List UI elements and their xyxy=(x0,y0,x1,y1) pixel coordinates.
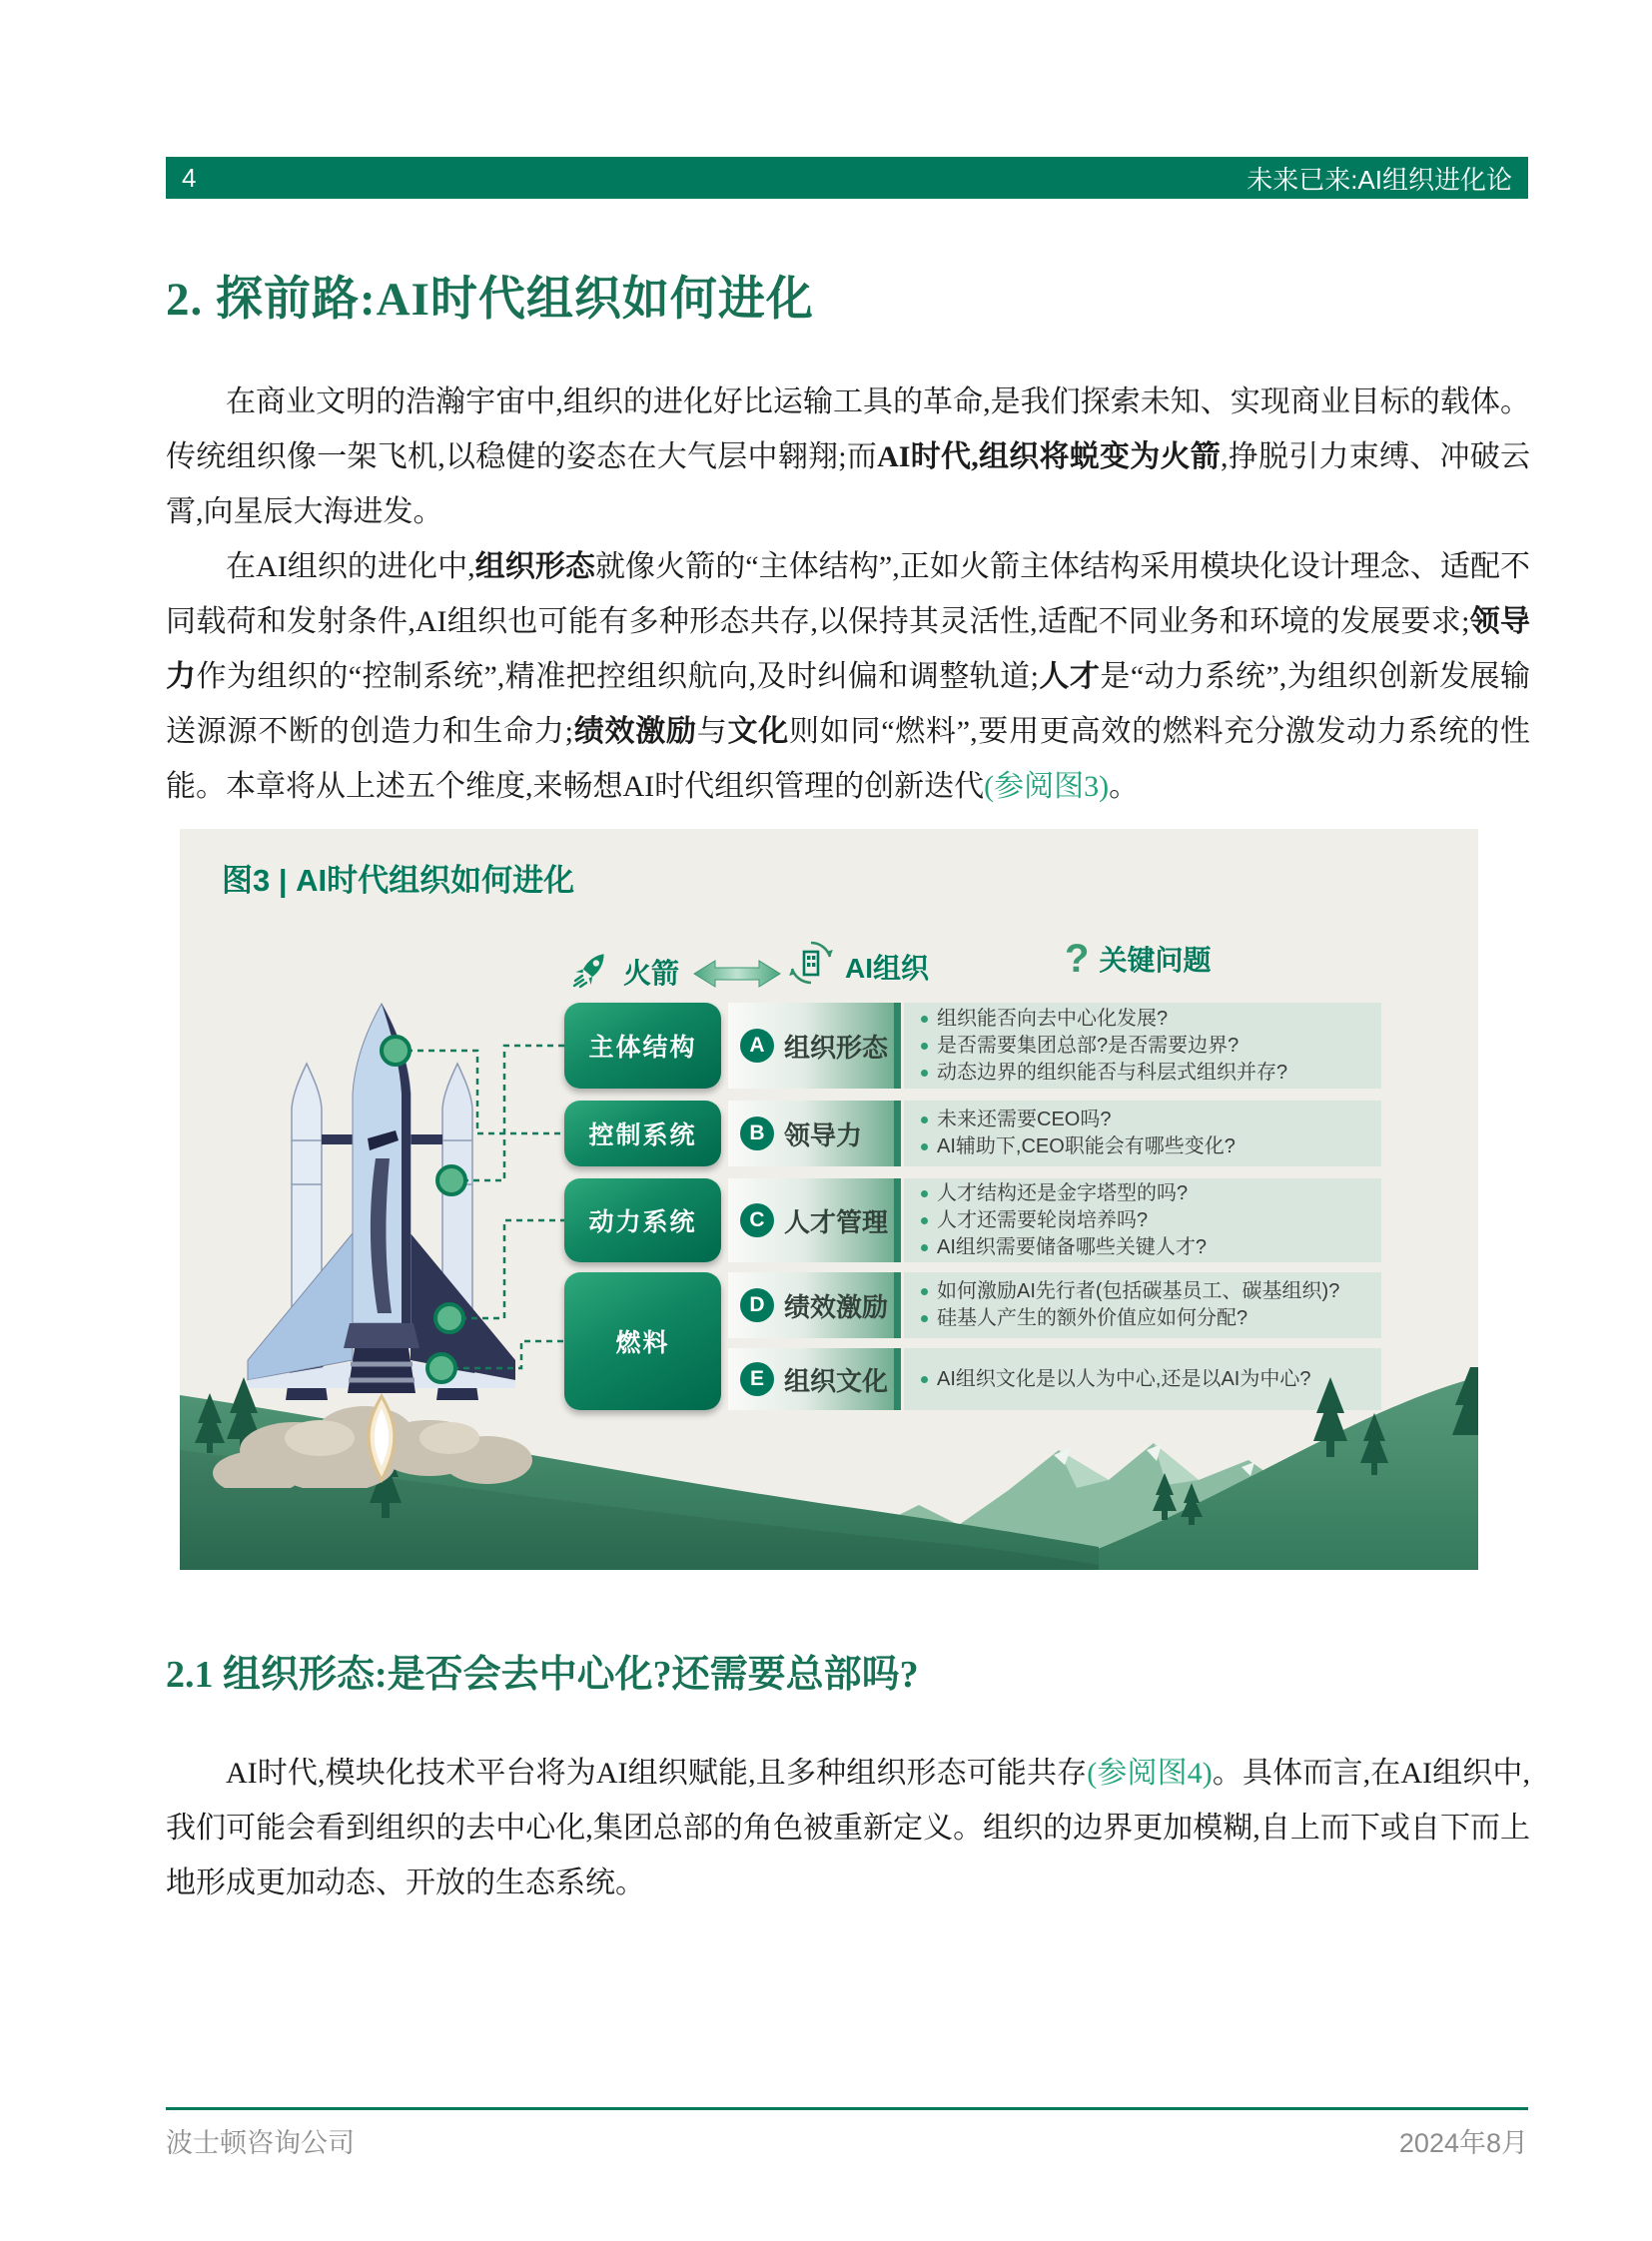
badge-D: D xyxy=(740,1288,774,1322)
page-header-bar xyxy=(166,157,1528,199)
double-arrow-icon xyxy=(691,957,783,998)
figure-caption: 图3 | AI时代组织如何进化 xyxy=(222,863,575,898)
org-dim-C: C 人才管理 xyxy=(728,1178,901,1262)
legend-arrow xyxy=(691,957,783,998)
badge-C: C xyxy=(740,1203,774,1237)
questions-E: AI组织文化是以人为中心,还是以AI为中心? xyxy=(904,1348,1381,1410)
page-number: 4 xyxy=(182,162,197,193)
footer-divider xyxy=(166,2107,1528,2110)
legend-rocket xyxy=(571,947,679,996)
questions-D: 如何激励AI先行者(包括碳基员工、碳基组织)? 硅基人产生的额外价值应如何分配? xyxy=(904,1272,1381,1338)
org-dim-E: E 组织文化 xyxy=(728,1348,901,1410)
paragraph-3: AI时代,模块化技术平台将为AI组织赋能,且多种组织形态可能共存(参阅图4)。具体而言,在AI组织中,我们可能会看到组织的去中心化,集团总部的角色被重新定义。组织的边界更加模糊,自上而下或自下而上地形成更加动态、开放的生态系统。 xyxy=(166,1757,1531,1899)
questions-B: 未来还需要CEO吗? AI辅助下,CEO职能会有哪些变化? xyxy=(904,1101,1381,1166)
org-dim-B: B 领导力 xyxy=(728,1101,901,1166)
paragraph-1: 在商业文明的浩瀚宇宙中,组织的进化好比运输工具的革命,是我们探索未知、实现商业目标的载体。传统组织像一架飞机,以稳健的姿态在大气层中翱翔;而AI时代,组织将蜕变为火箭,挣脱引力束缚、冲破云霄,向星辰大海进发。 xyxy=(166,385,1530,528)
badge-A: A xyxy=(740,1029,774,1063)
org-dim-D: D 绩效激励 xyxy=(728,1272,901,1338)
rocket-part-body: 主体结构 xyxy=(564,1003,721,1089)
rocket-illustration xyxy=(200,989,564,1488)
legend-org-label: AI组织 xyxy=(845,952,930,984)
running-title: 未来已来:AI组织进化论 xyxy=(1246,164,1512,195)
badge-E: E xyxy=(740,1362,774,1396)
paragraph-2: 在AI组织的进化中,组织形态就像火箭的“主体结构”,正如火箭主体结构采用模块化设计理念、适配不同载荷和发射条件,AI组织也可能有多种形态共存,以保持其灵活性,适配不同业务和环境的发展要求;领导力作为组织的“控制系统”,精准把控组织航向,及时纠偏和调整轨道;人才是“动力系统”,为组织创新发展输送源源不断的创造力和生命力;绩效激励与文化则如同“燃料”,要用更高效的燃料充分激发动力系统的性能。本章将从上述五个维度,来畅想AI时代组织管理的创新迭代(参阅图3)。 xyxy=(166,550,1531,803)
questions-C: 人才结构还是金字塔型的吗? 人才还需要轮岗培养吗? AI组织需要储备哪些关键人才? xyxy=(904,1178,1381,1262)
footer-company: 波士顿咨询公司 xyxy=(166,2128,355,2158)
subsection-heading: 2.1 组织形态:是否会去中心化?还需要总部吗? xyxy=(166,1654,919,1696)
legend-questions xyxy=(1065,939,1211,979)
org-dim-A: A 组织形态 xyxy=(728,1003,901,1089)
question-mark-icon: ? xyxy=(1065,937,1090,981)
rocket-part-power: 动力系统 xyxy=(564,1178,721,1262)
legend-rocket-label: 火箭 xyxy=(623,957,680,989)
legend-org xyxy=(787,939,929,994)
figure-3 xyxy=(180,829,1478,1570)
questions-A: 组织能否向去中心化发展? 是否需要集团总部?是否需要边界? 动态边界的组织能否与科层式组织并存? xyxy=(904,1003,1381,1089)
footer-date: 2024年8月 xyxy=(1398,2128,1528,2158)
page-footer xyxy=(166,2121,1528,2160)
legend-questions-label: 关键问题 xyxy=(1099,945,1212,976)
badge-B: B xyxy=(740,1117,774,1150)
rocket-part-control: 控制系统 xyxy=(564,1101,721,1166)
section-heading: 2. 探前路:AI时代组织如何进化 xyxy=(166,274,814,326)
rocket-part-fuel: 燃料 xyxy=(564,1272,721,1410)
rocket-icon xyxy=(571,947,613,996)
building-cycle-icon xyxy=(787,939,835,994)
